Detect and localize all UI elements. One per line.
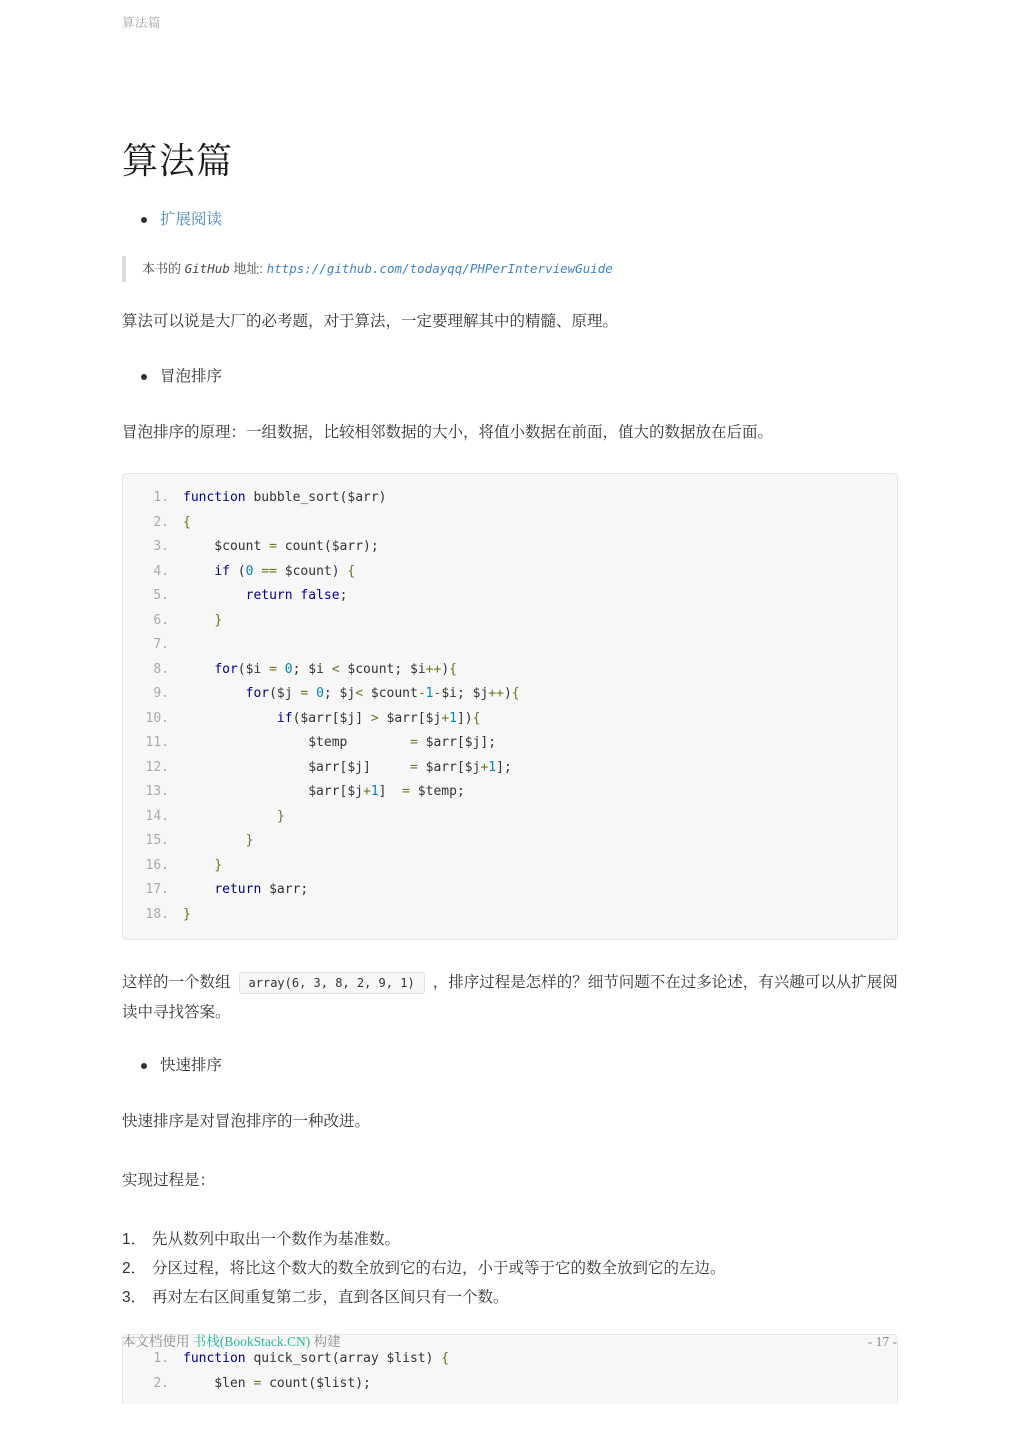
- line-number: 15.: [145, 833, 169, 848]
- code-line: [137, 707, 883, 732]
- code-line: [137, 486, 883, 511]
- line-number: 18.: [145, 906, 169, 922]
- line-number: 7.: [153, 637, 169, 652]
- list-marker: 3．: [122, 1289, 147, 1306]
- code-text: {: [183, 514, 191, 530]
- quick-sort-list: [122, 1055, 898, 1077]
- array-text-after: ，排序过程是怎样的？细节问题不在过多论述，有兴趣可以从扩展阅读中寻找答案。: [122, 974, 898, 1021]
- code-text: }: [214, 612, 223, 628]
- code-text: }: [183, 906, 191, 922]
- code-text: if($arr[$j] > $arr[$j+1]){: [276, 710, 481, 726]
- inline-code-chip: array(6, 3, 8, 2, 9, 1): [239, 972, 425, 994]
- bookstack-brand-link[interactable]: 书栈(BookStack.CN): [192, 1334, 311, 1349]
- quick-sort-steps: [122, 1225, 898, 1312]
- extended-reading-list: [122, 209, 898, 231]
- github-blockquote: [122, 256, 898, 282]
- code-text: }: [245, 833, 254, 848]
- code-line: [137, 780, 883, 805]
- ordered-list-item: [122, 1225, 898, 1254]
- list-marker: 2．: [122, 1260, 147, 1277]
- code-line: [137, 731, 883, 756]
- page-number: - 17 -: [867, 1334, 897, 1349]
- line-number: 6.: [153, 612, 169, 628]
- extended-reading-link[interactable]: 扩展阅读: [160, 211, 223, 228]
- line-number: 11.: [145, 735, 169, 750]
- line-number: 17.: [145, 882, 169, 897]
- code-line: [137, 829, 883, 854]
- footer-builder-note: [122, 1330, 341, 1350]
- list-item: [141, 366, 898, 388]
- code-line: [137, 805, 883, 830]
- code-text: return false;: [245, 588, 348, 603]
- list-item: [141, 209, 898, 231]
- code-text: for($j = 0; $j< $count-1-$i; $j++){: [245, 686, 520, 701]
- process-label: 实现过程是：: [122, 1172, 216, 1189]
- line-number: 10.: [145, 710, 169, 726]
- running-header: 算法篇: [122, 16, 162, 30]
- code-text: function quick_sort(array $list) {: [183, 1351, 450, 1366]
- list-text: 分区过程，将比这个数大的数全放到它的右边，小于或等于它的数全放到它的左边。: [152, 1260, 726, 1277]
- bubble-sort-list: [122, 366, 898, 388]
- code-line: [137, 682, 883, 707]
- code-line: [137, 633, 883, 658]
- code-line: [137, 1347, 883, 1372]
- bullet-icon: [141, 217, 147, 223]
- line-number: 13.: [145, 784, 169, 799]
- ordered-list-item: [122, 1254, 898, 1283]
- code-line: [137, 756, 883, 781]
- code-line: [137, 1372, 883, 1397]
- github-word: GitHub: [184, 261, 230, 276]
- line-number: 2.: [153, 514, 169, 530]
- line-number: 4.: [153, 563, 169, 579]
- line-number: 12.: [145, 759, 169, 775]
- list-marker: 1．: [122, 1231, 147, 1248]
- code-line: [137, 878, 883, 903]
- github-url-link[interactable]: https://github.com/todayqq/PHPerInterviewGuide: [266, 261, 613, 276]
- line-number: 1.: [153, 490, 169, 505]
- code-text: }: [276, 808, 285, 824]
- bullet-icon: [141, 374, 147, 380]
- code-text: return $arr;: [214, 882, 309, 897]
- array-text-before: 这样的一个数组: [122, 974, 231, 991]
- footer-prefix: 本文档使用: [122, 1334, 193, 1349]
- code-line: [137, 584, 883, 609]
- code-line: [137, 854, 883, 879]
- code-text: for($i = 0; $i < $count; $i++){: [214, 661, 457, 677]
- line-number: 3.: [153, 539, 169, 554]
- line-number: 9.: [153, 686, 169, 701]
- code-line: [137, 658, 883, 683]
- code-text: if (0 == $count) {: [214, 563, 356, 579]
- bullet-icon: [141, 1063, 147, 1069]
- page-footer: [122, 1330, 897, 1350]
- code-line: [137, 609, 883, 634]
- footer-suffix: 构建: [310, 1334, 341, 1349]
- code-text: $count = count($arr);: [183, 539, 379, 554]
- code-line: [137, 560, 883, 585]
- code-text: $arr[$j+1] = $temp;: [183, 784, 465, 799]
- code-text: }: [214, 857, 223, 873]
- code-text: function bubble_sort($arr): [183, 490, 387, 505]
- quick-sort-description: 快速排序是对冒泡排序的一种改进。: [122, 1113, 371, 1130]
- code-text: $temp = $arr[$j];: [183, 735, 497, 750]
- line-number: 5.: [153, 588, 169, 603]
- line-number: 8.: [153, 661, 169, 677]
- ordered-list-item: [122, 1283, 898, 1312]
- code-text: [183, 633, 883, 658]
- code-text: $len = count($list);: [183, 1375, 371, 1391]
- code-text: $arr[$j] = $arr[$j+1];: [183, 759, 512, 775]
- list-text: 再对左右区间重复第二步，直到各区间只有一个数。: [152, 1289, 509, 1306]
- line-number: 2.: [153, 1375, 169, 1391]
- list-item: [141, 1055, 898, 1077]
- page-title: 算法篇: [122, 140, 234, 181]
- code-line: [137, 903, 883, 928]
- page-content: [122, 0, 898, 1404]
- intro-paragraph: 算法可以说是大厂的必考题，对于算法，一定要理解其中的精髓、原理。: [122, 313, 619, 330]
- list-text: 先从数列中取出一个数作为基准数。: [152, 1231, 401, 1248]
- bubble-sort-label: 冒泡排序: [160, 368, 223, 385]
- quote-middle: 地址:: [229, 261, 267, 276]
- line-number: 14.: [145, 808, 169, 824]
- quick-sort-label: 快速排序: [160, 1057, 223, 1074]
- line-number: 16.: [145, 857, 169, 873]
- code-line: [137, 511, 883, 536]
- quote-prefix: 本书的: [142, 261, 185, 276]
- bubble-sort-description: 冒泡排序的原理：一组数据，比较相邻数据的大小，将值小数据在前面，值大的数据放在后面。: [122, 424, 774, 441]
- bubble-sort-code-block: [122, 473, 898, 940]
- array-paragraph: [122, 968, 898, 1027]
- code-line: [137, 535, 883, 560]
- line-number: 1.: [153, 1351, 169, 1366]
